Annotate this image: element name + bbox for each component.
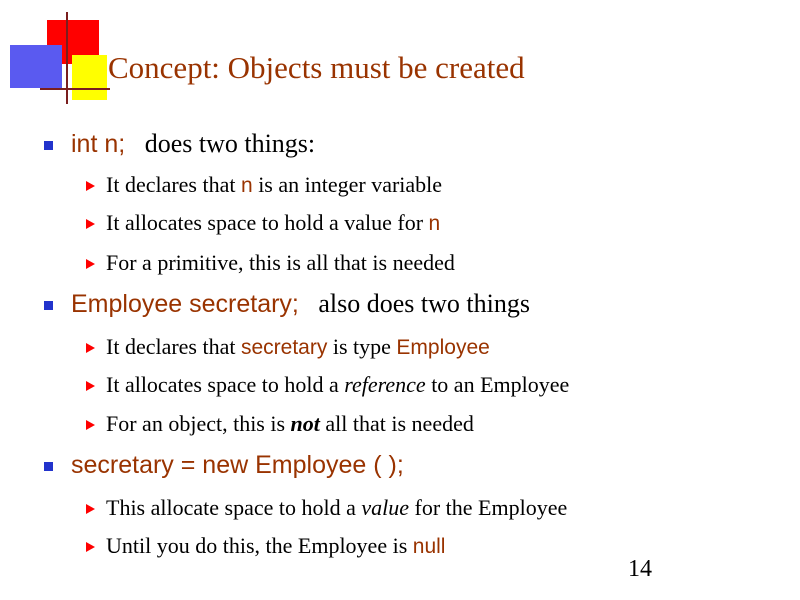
sub-bullet [86,250,455,276]
text: is type [327,334,397,359]
bullet-new-employee [44,450,404,480]
emphasis-text: value [361,495,410,520]
emphasis-text: not [290,411,320,436]
page-number: 14 [628,556,652,582]
code-text: n [428,212,441,235]
sub-bullet [86,411,474,437]
sub-bullet [86,495,567,521]
bullet-text: also does two things [318,289,530,318]
emphasis-text: reference [344,372,426,397]
sub-bullet [86,210,440,236]
bullet-employee-secretary [44,289,530,319]
code-text: n [241,174,253,197]
sub-bullet [86,334,490,360]
text: for the Employee [409,495,568,520]
text: It allocates space to hold a value for [106,210,429,235]
text: is an integer variable [252,172,443,197]
sub-bullet [86,372,569,398]
bullet-int-n [44,129,315,159]
sub-bullet [86,533,445,559]
yellow-square-decoration [72,55,107,100]
bullet-text: does two things: [144,129,316,158]
slide-title: Concept: Objects must be created [108,50,525,85]
code-text: int n; [71,130,126,158]
code-text: Employee secretary; [71,290,299,318]
code-text: Employee [396,336,490,359]
text: all that is needed [319,411,474,436]
horizontal-line-decoration [40,88,110,90]
code-text: secretary = new Employee ( ); [71,451,404,479]
code-text: secretary [241,336,328,359]
vertical-line-decoration [66,12,68,104]
text: Until you do this, the Employee is [106,533,413,558]
text: This allocate space to hold a [106,495,362,520]
text: It declares that [106,334,241,359]
text: It declares that [106,172,241,197]
blue-square-decoration [10,45,62,88]
code-text: null [412,535,446,558]
sub-bullet [86,172,442,198]
text: to an Employee [425,372,570,397]
text: For an object, this is [106,411,291,436]
text: It allocates space to hold a [106,372,345,397]
text: For a primitive, this is all that is needed [106,250,455,275]
